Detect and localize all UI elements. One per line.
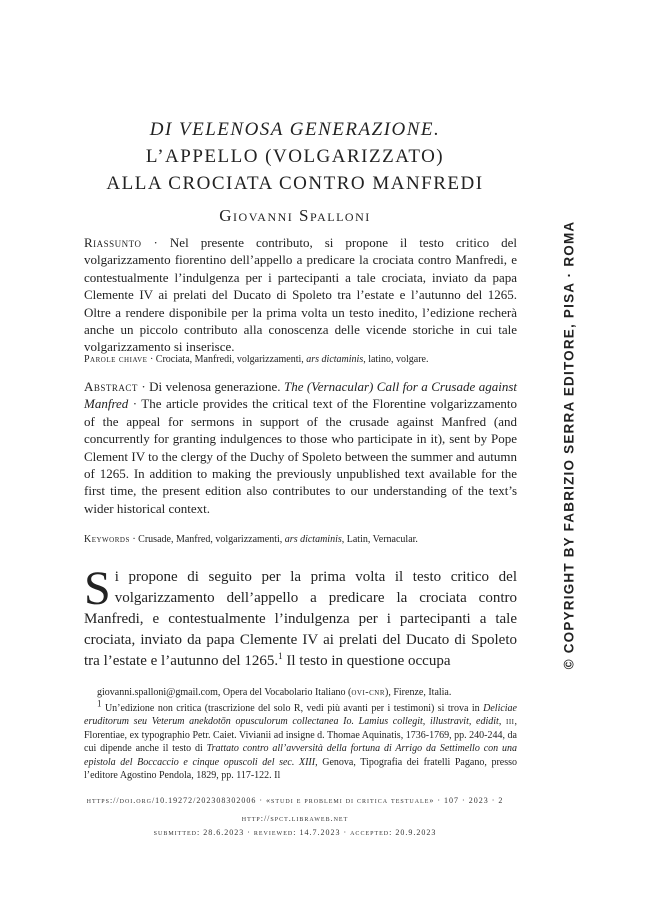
footnote-1-text-a: Un’edizione non critica (trascrizione del solo R, vedi più avanti per i testimoni) si trova in [101,703,484,714]
footnote-ref-1[interactable]: 1 [278,651,283,661]
parole-chiave-text-a: · Crociata, Manfredi, volgarizzamenti, [147,354,307,365]
abstract-paragraph [84,378,517,517]
riassunto-label: Riassunto [84,235,142,250]
riassunto-text: Nel presente contributo, si propone il testo critico del volgarizzamento fiorentino dell’appello a predicare la crociata contro Manfredi, e contestualmente l’indulgenza per i partecipanti a tale crociata, inviato da papa Clemente IV ai prelati del Ducato di Spoleto tra l’estate e l’autunno del 1265. Oltre a rendere disponibile per la prima volta un testo inedito, l’edizione recherà anche un piccolo contributo alla conoscenza delle vicende storiche in cui tale volgarizzamento si inserisce. [84,235,517,355]
riassunto-paragraph [84,234,517,356]
footnote-1-smallcaps: iii [506,716,515,728]
submission-dates: submitted: 28.6.2023 · reviewed: 14.7.2023 · accepted: 20.9.2023 [153,828,437,837]
footnote-1-text-b: , [498,716,506,728]
copyright-text: © COPYRIGHT BY FABRIZIO SERRA EDITORE, PISA · ROMA [561,220,577,670]
keywords-label: Keywords [84,534,130,545]
author-affiliation [97,686,517,699]
keywords-text-a: · Crusade, Manfred, volgarizzamenti, [129,534,285,545]
abstract-text-b: · The article provides the critical text of the Florentine volgarizzamento of the appeal for sermons in support of the crusade against Manfred (and concurrently for granting indulgences to those who participate in it), sent by Pope Clement IV to the clergy of the Duchy of Spoleto between the summer and autumn of 1265. In addition to making the previously unpublished text available for the first time, the present edition also contributes to our understanding of the text’s wider historical context. [84,396,517,516]
keywords [84,533,517,546]
parole-chiave-label: Parole chiave [84,354,148,365]
abstract-text-a: · Di velenosa generazione. [137,379,284,394]
riassunto-separator: · [141,235,170,250]
footnote-1-number: 1 [97,698,102,709]
body-text: i propone di seguito per la prima volta il testo critico del volgarizzamento dell’appello a predicare la crociata contro Manfredi, e contestualmente l’indulgenza per i partecipanti a tale crociata, inviato da papa Clemente IV ai prelati del Ducato di Spoleto tra l’estate e l’autunno del 1265. [84,569,517,669]
keywords-italic: ars dictaminis [284,534,342,545]
author-name: Giovanni Spalloni [219,206,371,225]
footnote-1 [84,698,517,782]
drop-cap: S [84,562,111,615]
parole-chiave-italic: ars dictaminis [306,354,364,365]
footnote-1-text-c: , Florentiae, ex typographio Petr. Caiet. Vivianii ad insigne d. Thomae Aquinatis, 1736-1769, pp. 240-244, da cui dipende anche il testo di [84,716,517,755]
abstract-italic-title: The (Vernacular) Call for a Crusade against Manfred [84,379,517,412]
footnote-1-italic-1: Deliciae eruditorum seu Veterum anekdotōn opusculorum collectanea Io. Lamius collegit, illustravit, edidit [84,703,517,728]
copyright-sidebar [558,215,580,675]
email-end: ), Firenze, Italia. [385,687,452,698]
body-paragraph [84,562,517,672]
parole-chiave-text-b: , latino, volgare. [363,354,429,365]
title-line-3: ALLA CROCIATA CONTRO MANFREDI [106,173,484,194]
email-institution-abbr: ovi-cnr [351,687,386,698]
body-text-after: Il testo in questione occupa [282,653,451,669]
email-text: giovanni.spalloni@gmail.com, Opera del Vocabolario Italiano ( [97,687,352,698]
footnote-1-text-d: , Genova, Tipografia dei fratelli Pagano, presso l’editore Agostino Pendola, 1829, pp. 117-122. Il [84,756,517,782]
parole-chiave [84,353,517,366]
keywords-text-b: , Latin, Vernacular. [341,534,418,545]
journal-url[interactable]: http://spct.libraweb.net [241,814,349,823]
abstract-label: Abstract [84,379,138,394]
footnote-1-italic-2: Trattato contro all’avversità della fortuna di Arrigo da Settimello con una epistola del Boccaccio e cinque opuscoli del sec. XIII [84,743,517,768]
title-line-2: L’APPELLO (VOLGARIZZATO) [145,146,445,167]
title-line-1: DI VELENOSA GENERAZIONE. [149,119,441,140]
doi-line[interactable]: https://doi.org/10.19272/202308302006 · «studi e problemi di critica testuale» · 107 · 2023 · 2 [86,796,504,805]
